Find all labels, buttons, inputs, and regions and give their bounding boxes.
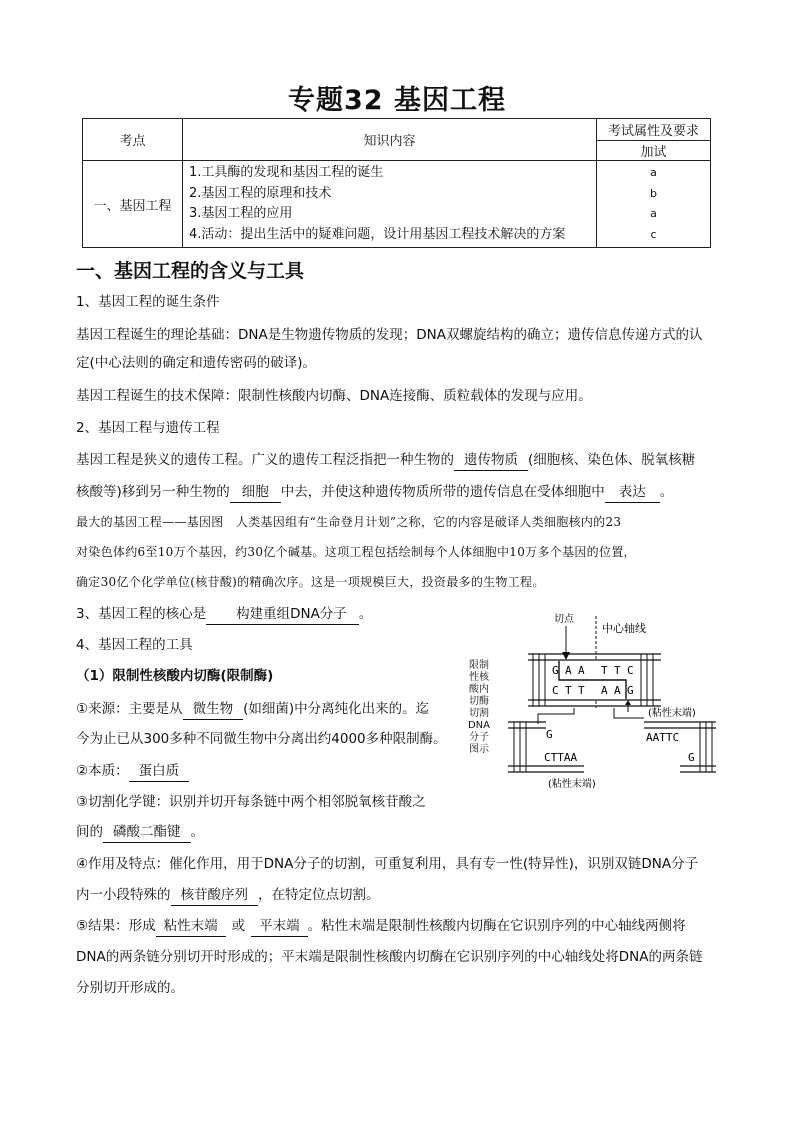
action-line2: 内一小段特殊的 核苷酸序列 ，在特定位点切割。 <box>76 881 380 909</box>
cut-arrow-head <box>562 652 570 660</box>
row-topic: 一、基因工程 <box>83 161 183 248</box>
top-base-4: T <box>601 664 608 677</box>
s1-p2: 基因工程诞生的技术保障：限制性核酸内切酶、DNA连接酶、质粒载体的发现与应用。 <box>76 388 592 404</box>
section-heading: 一、基因工程的含义与工具 <box>76 260 305 282</box>
sticky-end-bottom-label: (粘性末端) <box>548 779 596 790</box>
right-frag-bot: G <box>688 751 695 764</box>
s1-p1-line1: 基因工程诞生的理论基础：DNA是生物遗传物质的发现；DNA双螺旋结构的确立；遗传信息传递方式的认 <box>76 327 703 343</box>
blank-recombinant-dna: 构建重组DNA分子 <box>206 604 359 625</box>
diagram-svg <box>466 608 726 793</box>
s1-p1-line2: 定(中心法则的确定和遗传密码的破译)。 <box>76 355 317 371</box>
bot-base-1: C <box>552 684 559 697</box>
level-2: b <box>650 186 657 200</box>
s4-subtitle: （1）限制性核酸内切酶(限制酶) <box>76 668 274 684</box>
item-1: 1.工具酶的发现和基因工程的诞生 <box>189 165 384 180</box>
bond-line1: ③切割化学键：识别并切开每条链中两个相邻脱氧核苷酸之 <box>76 794 426 810</box>
diagram-side-label: 限制性核酸内切酶切割DNA分子图示 <box>467 660 491 755</box>
sticky-end-right-label: (粘性末端) <box>648 708 696 719</box>
top-base-5: T <box>614 664 621 677</box>
blank-phosphodiester: 磷酸二酯键 <box>103 822 191 843</box>
blank-protein: 蛋白质 <box>129 761 190 782</box>
top-base-3: A <box>578 664 585 677</box>
left-frag-bot: CTTAA <box>544 751 578 764</box>
level-3: a <box>650 207 657 220</box>
essence-line: ②本质： 蛋白质 <box>76 757 189 785</box>
bot-base-3: T <box>578 684 585 697</box>
level-1: a <box>650 166 657 179</box>
blank-expression: 表达 <box>605 482 660 503</box>
blank-cell: 细胞 <box>230 482 281 503</box>
s2-line2: 核酸等)移到另一种生物的 细胞 中去，并使这种遗传物质所带的遗传信息在受体细胞中 表达 。 <box>76 478 673 506</box>
news-line3: 确定30亿个化学单位(核苷酸)的精确次序。这是一项规模巨大，投资最多的生物工程。 <box>76 575 545 589</box>
header-attr: 考试属性及要求 <box>597 119 711 141</box>
bond-line2: 间的 磷酸二酯键 。 <box>76 818 204 846</box>
result-line3: 分别切开形成的。 <box>76 980 184 996</box>
blank-nucleotide-seq: 核苷酸序列 <box>171 885 259 906</box>
bot-base-5: A <box>614 684 621 697</box>
right-frag-top: AATTC <box>646 731 680 744</box>
item-4: 4.活动：提出生活中的疑难问题，设计用基因工程技术解决的方案 <box>189 226 566 242</box>
blank-sticky-end: 粘性末端 <box>156 916 226 937</box>
row-levels <box>597 161 711 248</box>
action-line1: ④作用及特点：催化作用，用于DNA分子的切割，可重复利用，具有专一性(特异性)，识别双链DNA分子 <box>76 856 699 872</box>
syllabus-table <box>82 118 711 248</box>
blank-genetic-material: 遗传物质 <box>454 450 528 471</box>
news-line2: 对染色体约6至10万个基因，约30亿个碱基。这项工程包括绘制每个人体细胞中10万多个基因的位置， <box>76 545 636 559</box>
item-3: 3.基因工程的应用 <box>189 206 293 221</box>
bot-base-6: G <box>627 684 634 697</box>
bot-base-2: T <box>565 684 572 697</box>
top-base-6: C <box>627 664 634 677</box>
source-line2: 今为止已从300多种不同微生物中分离出约4000多种限制酶。 <box>76 731 447 747</box>
item-2: 2.基因工程的原理和技术 <box>189 185 332 201</box>
news-line1: 最大的基因工程——基因图 人类基因组有“生命登月计划”之称，它的内容是破译人类细胞核内的23 <box>76 515 622 529</box>
row-items <box>183 161 597 248</box>
blank-microbe: 微生物 <box>183 699 244 720</box>
header-kaodian: 考点 <box>83 119 183 161</box>
result-line2: DNA的两条链分别切开时形成的；平末端是限制性核酸内切酶在它识别序列的中心轴线处将DNA的两条链 <box>76 949 703 965</box>
top-base-2: A <box>565 664 572 677</box>
s1-title: 1、基因工程的诞生条件 <box>76 294 220 310</box>
page-title: 专题32 基因工程 <box>288 85 506 116</box>
restriction-enzyme-diagram <box>466 608 726 793</box>
top-base-1: G <box>552 664 559 677</box>
left-fragment <box>508 722 584 772</box>
result-line1: ⑤结果：形成 粘性末端 或 平末端 。粘性末端是限制性核酸内切酶在它识别序列的中心轴线两侧将 <box>76 912 686 940</box>
bot-base-4: A <box>601 684 608 697</box>
connector-right <box>614 708 644 718</box>
s2-line1: 基因工程是狭义的遗传工程。广义的遗传工程泛指把一种生物的 遗传物质 (细胞核、染色体、脱氧核糖 <box>76 446 695 474</box>
cut-point-label: 切点 <box>554 614 574 625</box>
left-frag-top: G <box>546 728 553 741</box>
header-jiashi: 加试 <box>597 141 711 161</box>
s4-title: 4、基因工程的工具 <box>76 637 193 653</box>
blank-blunt-end: 平末端 <box>251 916 308 937</box>
level-4: c <box>650 227 657 241</box>
center-axis-label: 中心轴线 <box>602 622 646 635</box>
s2-title: 2、基因工程与遗传工程 <box>76 420 220 436</box>
right-fragment <box>644 722 716 772</box>
header-zhishi: 知识内容 <box>183 119 597 161</box>
s3-line: 3、基因工程的核心是 构建重组DNA分子 。 <box>76 600 372 628</box>
source-line1: ①来源：主要是从 微生物 (如细菌)中分离纯化出来的。迄 <box>76 695 429 723</box>
